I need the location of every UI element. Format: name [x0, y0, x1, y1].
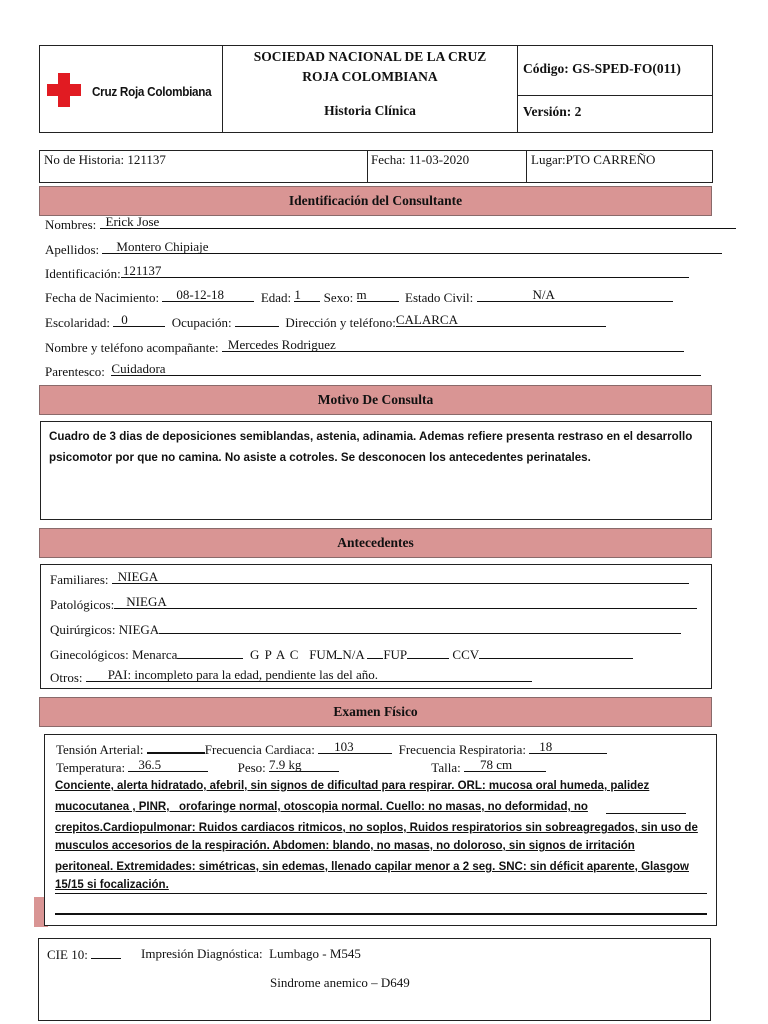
diagnosis-cie: CIE 10: [47, 946, 121, 963]
document-version: Versión: 2 [523, 104, 582, 119]
exam-fill-line-2 [55, 913, 707, 915]
exam-text-line-1: Conciente, alerta hidratado, afebril, sin signos de dificultad para respirar. ORL: mucosa oral humeda, palidez [55, 780, 650, 792]
reason-line-2: psicomotor por que no camina. No asiste a cotroles. Se desconocen los antecedentes perinatales. [49, 451, 591, 464]
section-reason: Motivo De Consulta [39, 385, 712, 415]
document-title: Historia Clínica [324, 103, 416, 118]
org-title-line2: ROJA COLOMBIANA [302, 69, 438, 84]
section-identification: Identificación del Consultante [39, 186, 712, 216]
exam-vitals-row-2: Temperatura: 36.5 Peso: 7.9 kg Talla: 78 cm [56, 759, 546, 776]
patient-school-job-address: Escolaridad: 0 Ocupación: Dirección y teléfono: CALARCA [45, 314, 606, 331]
patient-id: Identificación: 121137 [45, 265, 689, 282]
patient-names: Nombres: Erick Jose [45, 216, 736, 233]
exam-line-2-fill [606, 813, 686, 814]
patient-relation: Parentesco: Cuidadora [45, 363, 701, 380]
org-title-line1: SOCIEDAD NACIONAL DE LA CRUZ [253, 49, 487, 64]
exam-vitals-row-1: Tensión Arterial: Frecuencia Cardiaca: 103 Frecuencia Respiratoria: 18 [56, 740, 607, 758]
diagnosis-impression: Impresión Diagnóstica: Lumbago - M545 [141, 946, 361, 961]
antecedent-gynecological: Ginecológicos: Menarca G P A C FUM N/A FUP CCV [50, 646, 633, 663]
record-place: Lugar:PTO CARREÑO [531, 152, 656, 167]
section-exam: Examen Físico [39, 697, 712, 727]
record-date: Fecha: 11-03-2020 [371, 152, 470, 167]
antecedent-pathological: Patológicos: NIEGA [50, 596, 697, 613]
header-divider-2 [517, 45, 518, 133]
history-number: No de Historia: 121137 [44, 152, 166, 167]
patient-companion: Nombre y teléfono acompañante: Mercedes Rodriguez [45, 339, 684, 356]
antecedent-family: Familiares: NIEGA [50, 571, 689, 588]
antecedent-surgical: Quirúrgicos: NIEGA [50, 621, 681, 638]
header-divider-3 [517, 95, 713, 96]
record-divider-1 [367, 150, 368, 183]
exam-text-line-2: mucocutanea , PINR, _orofaringe normal, otoscopia normal. Cuello: no masas, no deformidad, no [55, 801, 588, 813]
exam-fill-line-1 [55, 893, 707, 894]
document-code: Código: GS-SPED-FO(011) [523, 61, 681, 76]
patient-birth-age-sex-civil: Fecha de Nacimiento: 08-12-18 Edad: 1 Sexo: m Estado Civil: N/A [45, 289, 673, 306]
exam-text-line-3: crepitos.Cardiopulmonar: Ruidos cardiacos ritmicos, no soplos, Ruidos respiratorios sin sobreagregados, sin uso de [55, 822, 698, 834]
org-name: Cruz Roja Colombiana [92, 84, 212, 99]
reason-line-1: Cuadro de 3 dias de deposiciones semiblandas, astenia, adinamia. Ademas refiere presenta restraso en el desarrollo [49, 430, 693, 443]
exam-text-line-5: peritoneal. Extremidades: simétricas, sin edemas, llenado capilar menor a 2 seg. SNC: sin déficit aparente, Glasgow [55, 861, 689, 873]
patient-surnames: Apellidos: Montero Chipiaje [45, 241, 722, 258]
section-antecedents: Antecedentes [39, 528, 712, 558]
antecedent-other: Otros: PAI: incompleto para la edad, pendiente las del año. [50, 669, 532, 686]
record-divider-2 [526, 150, 527, 183]
diagnosis-secondary: Sindrome anemico – D649 [270, 975, 410, 990]
exam-text-line-4: musculos accesorios de la respiración. Abdomen: blando, no masas, no doloroso, sin signos de irritación [55, 840, 635, 852]
exam-text-line-6: 15/15 si focalización. [55, 879, 169, 891]
